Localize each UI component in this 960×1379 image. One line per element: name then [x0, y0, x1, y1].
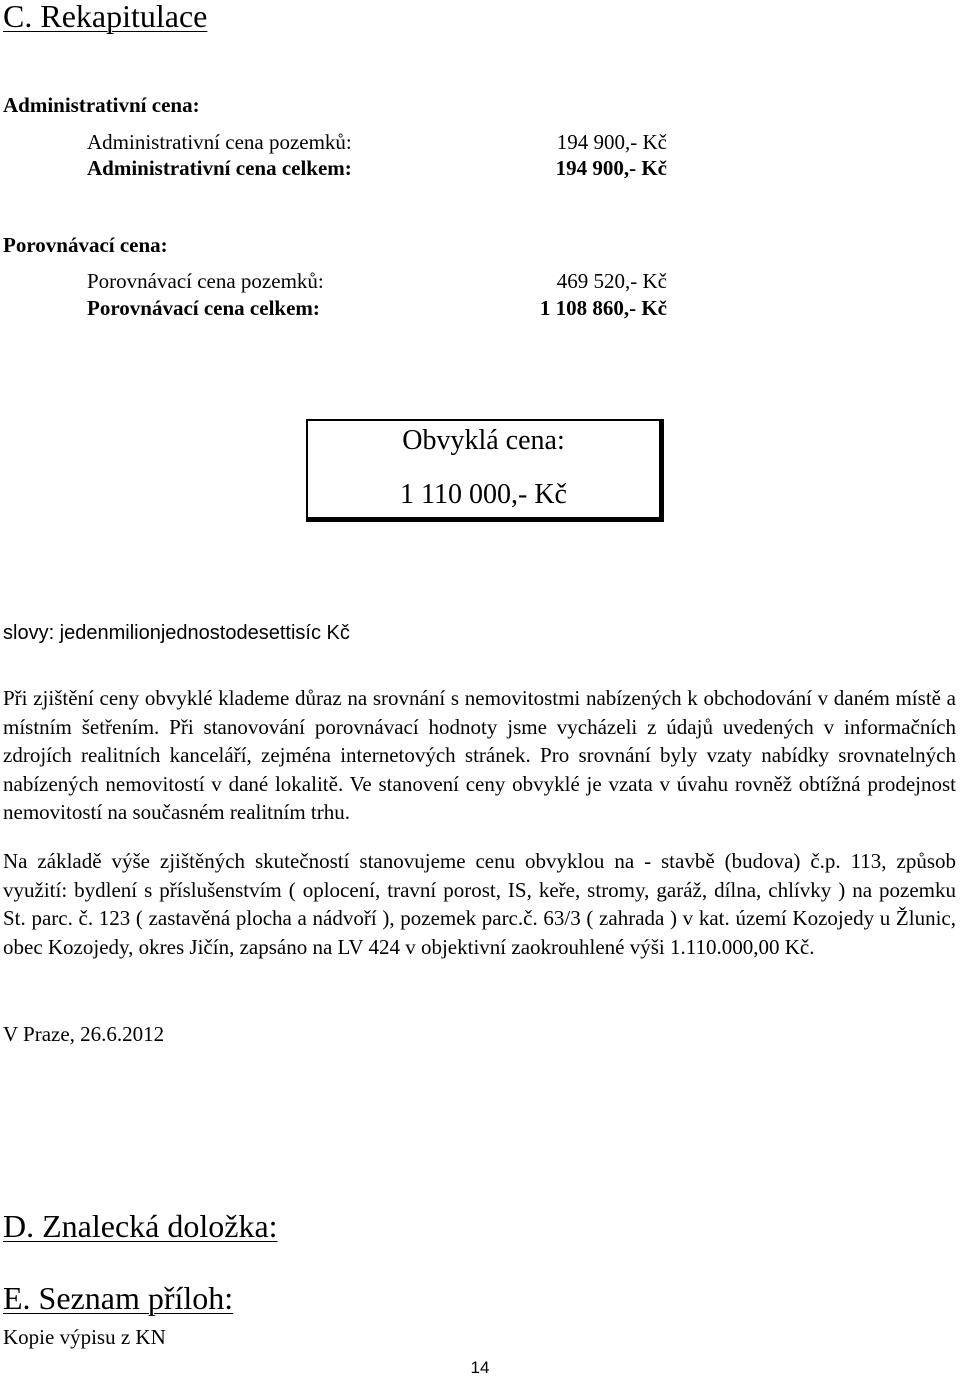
admin-total-label: Administrativní cena celkem:	[87, 156, 352, 180]
price-in-words: slovy: jedenmilionjednostodesettisíc Kč	[3, 622, 350, 644]
compare-land-label: Porovnávací cena pozemků:	[87, 269, 324, 293]
conclusion-paragraph	[3, 847, 956, 961]
compare-land-value: 469 520,- Kč	[556, 269, 667, 293]
place-date: V Praze, 26.6.2012	[3, 1022, 165, 1046]
methodology-paragraph	[3, 684, 956, 827]
compare-heading: Porovnávací cena:	[3, 233, 168, 257]
page-number: 14	[470, 1358, 490, 1377]
compare-total-value: 1 108 860,- Kč	[539, 296, 667, 320]
result-label: Obvyklá cena:	[402, 425, 565, 456]
admin-land-label: Administrativní cena pozemků:	[87, 130, 352, 154]
section-e-title: E. Seznam příloh:	[3, 1280, 234, 1316]
paragraph-1: Při zjištění ceny obvyklé klademe důraz na srovnání s nemovitostmi nabízených k obchodování v daném místě a místním šetřením. Při stanovování porovnávací hodnoty jsme vycházeli z údajů uvedených v informačních zdrojích realitních kanceláří, zejména internetových stránek. Pro srovnání byly vzaty nabídky srovnatelných nabízených nemovitostí v dané lokalitě. Ve stanovení ceny obvyklé je vzata v úvahu rovněž obtížná prodejnost nemovitostí na současném realitním trhu.	[3, 686, 956, 824]
section-c-title: C. Rekapitulace	[3, 0, 208, 34]
attachment-item: Kopie výpisu z KN	[3, 1325, 166, 1349]
admin-land-value: 194 900,- Kč	[556, 130, 667, 154]
result-box	[306, 419, 664, 522]
result-value: 1 110 000,- Kč	[400, 479, 567, 510]
section-d-title: D. Znalecká doložka:	[3, 1208, 278, 1244]
compare-total-label: Porovnávací cena celkem:	[87, 296, 320, 320]
paragraph-2: Na základě výše zjištěných skutečností stanovujeme cenu obvyklou na - stavbě (budova) č.p. 113, způsob využití: bydlení s příslušenstvím ( oplocení, travní porost, IS, keře, stromy, garáž, dílna, chlívky ) na pozemku St. parc. č. 123 ( zastavěná plocha a nádvoří ), pozemek parc.č. 63/3 ( zahrada ) v kat. území Kozojedy u Žlunic, obec Kozojedy, okres Jičín, zapsáno na LV 424 v objektivní zaokrouhlené výši 1.110.000,00 Kč.	[3, 849, 956, 959]
admin-heading: Administrativní cena:	[3, 93, 200, 117]
admin-total-value: 194 900,- Kč	[555, 156, 667, 180]
